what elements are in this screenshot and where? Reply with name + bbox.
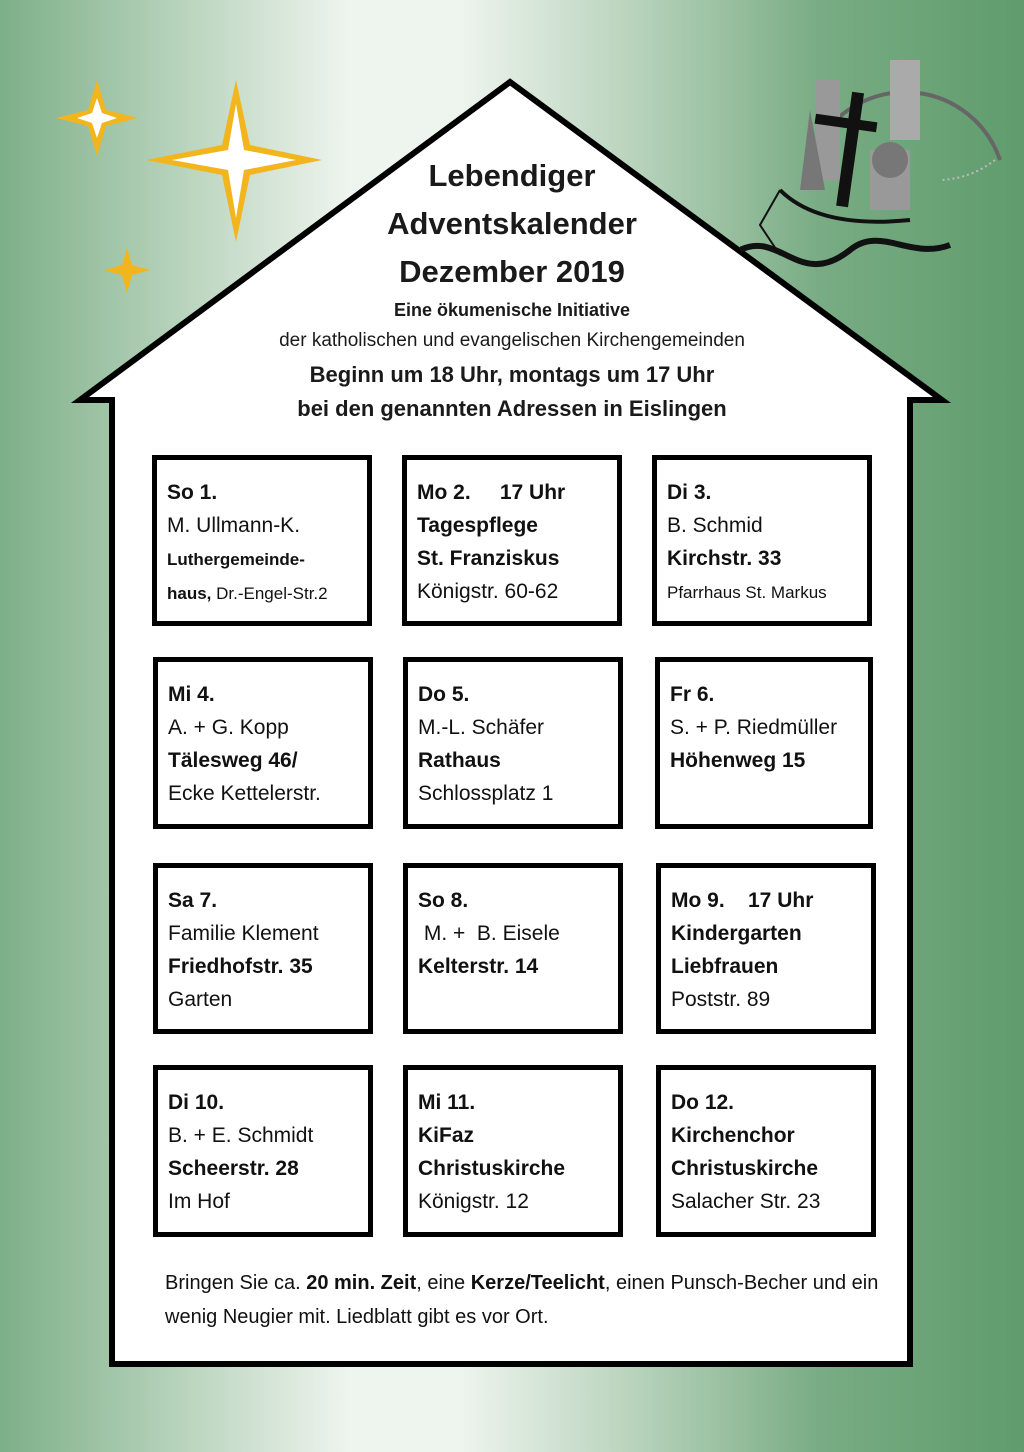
text-segment: Fr 6. [670,683,715,706]
day-detail [167,542,367,576]
day-detail [418,917,618,950]
title-line-1: Lebendiger [428,158,596,193]
day-heading [168,884,368,917]
text-segment: Poststr. 89 [671,988,771,1011]
text-segment: St. Franziskus [417,547,560,570]
text-segment: Mi 4. [168,683,215,706]
day-heading [418,1086,618,1119]
day-heading [418,884,618,917]
subtitle-2: der katholischen und evangelischen Kirchengemeinden [279,330,745,351]
day-detail [418,711,618,744]
day-heading [168,678,368,711]
day-detail [168,1185,368,1218]
text-segment: Ecke Kettelerstr. [168,782,321,805]
text-segment: Mi 11. [418,1091,476,1114]
text-segment: Kelterstr. 14 [418,955,539,978]
day-box-12 [656,1065,876,1237]
text-segment: Tagespflege [417,514,538,537]
day-box-10 [153,1065,373,1237]
text-segment: Liebfrauen [671,955,779,978]
day-heading [667,476,867,509]
text-segment: Sa 7. [168,889,218,912]
day-detail [418,777,618,810]
day-detail [671,1152,871,1185]
text-segment: Schlossplatz 1 [418,782,554,805]
text-segment: M. + B. Eisele [418,922,560,945]
day-detail [168,1119,368,1152]
day-detail [671,983,871,1016]
text-segment: B. + E. Schmidt [168,1124,314,1147]
day-box-4 [153,657,373,829]
text-segment: Luthergemeinde- [167,550,305,569]
day-box-2 [402,455,622,626]
text-segment: Dr.-Engel-Str.2 [216,584,328,603]
text-segment: Familie Klement [168,922,319,945]
text-segment: Di 3. [667,481,712,504]
text-segment: So 1. [167,481,218,504]
day-box-6 [655,657,873,829]
text-segment: haus, [167,584,217,603]
footer-note [165,1266,885,1334]
text-segment: Rathaus [418,749,501,772]
day-detail [168,950,368,983]
day-box-1 [152,455,372,626]
footer-segment: Bringen Sie ca. [165,1272,307,1294]
day-detail [168,777,368,810]
day-heading [167,476,367,509]
day-heading [670,678,868,711]
text-segment: M. Ullmann-K. [167,514,301,537]
day-detail [418,1185,618,1218]
text-segment: Salacher Str. 23 [671,1190,821,1213]
footer-segment: , einen Punsch-Becher und ein wenig Neugier mit. Liedblatt gibt es vor Ort. [165,1272,879,1328]
text-segment: Tälesweg 46/ [168,749,298,772]
text-segment: Kirchenchor [671,1124,795,1147]
info-line-2: bei den genannten Adressen in Eislingen [297,396,727,421]
day-detail [167,509,367,542]
day-detail [670,744,868,777]
day-detail [671,917,871,950]
day-detail [667,542,867,575]
text-segment: Friedhofstr. 35 [168,955,313,978]
day-detail [417,542,617,575]
day-heading [671,1086,871,1119]
day-detail [667,575,867,609]
day-detail [671,1119,871,1152]
text-segment: Kirchstr. 33 [667,547,782,570]
text-segment: Di 10. [168,1091,225,1114]
day-detail [168,1152,368,1185]
footer-segment: 20 min. Zeit [306,1272,417,1294]
text-segment: Im Hof [168,1190,230,1213]
text-segment: Christuskirche [671,1157,819,1180]
day-detail [667,509,867,542]
day-detail [417,509,617,542]
text-segment: Kindergarten [671,922,802,945]
day-box-8 [403,863,623,1034]
day-detail [671,950,871,983]
day-heading [168,1086,368,1119]
text-segment: M.-L. Schäfer [418,716,545,739]
day-box-7 [153,863,373,1034]
text-segment: B. Schmid [667,514,763,537]
day-detail [167,576,367,610]
text-segment: S. + P. Riedmüller [670,716,838,739]
text-segment: Garten [168,988,233,1011]
day-box-5 [403,657,623,829]
text-segment: Pfarrhaus St. Markus [667,583,827,602]
day-box-11 [403,1065,623,1237]
text-segment: Mo 9. 17 Uhr [671,889,814,912]
footer-segment: Kerze/Teelicht [470,1272,605,1294]
text-segment: Höhenweg 15 [670,749,806,772]
day-detail [168,744,368,777]
day-heading [417,476,617,509]
day-box-9 [656,863,876,1034]
day-detail [671,1185,871,1218]
text-segment: Königstr. 12 [418,1190,529,1213]
text-segment: KiFaz [418,1124,475,1147]
text-segment: So 8. [418,889,469,912]
star-icon [56,80,138,156]
day-detail [418,1152,618,1185]
day-box-3 [652,455,872,626]
day-detail [418,950,618,983]
day-heading [418,678,618,711]
text-segment: Mo 2. 17 Uhr [417,481,566,504]
text-segment: Christuskirche [418,1157,566,1180]
text-segment: Scheerstr. 28 [168,1157,299,1180]
subtitle-1: Eine ökumenische Initiative [393,300,631,320]
footer-segment: , eine [416,1272,471,1294]
text-segment: Do 5. [418,683,470,706]
day-detail [418,744,618,777]
title-line-3: Dezember 2019 [399,254,625,289]
day-heading [671,884,871,917]
day-detail [168,917,368,950]
text-segment: Do 12. [671,1091,735,1114]
day-detail [670,711,868,744]
day-detail [168,983,368,1016]
day-detail [418,1119,618,1152]
text-segment: A. + G. Kopp [168,716,289,739]
title-line-2: Adventskalender [387,206,637,241]
day-detail [168,711,368,744]
info-line-1: Beginn um 18 Uhr, montags um 17 Uhr [309,362,715,387]
text-segment: Königstr. 60-62 [417,580,559,603]
day-detail [417,575,617,608]
